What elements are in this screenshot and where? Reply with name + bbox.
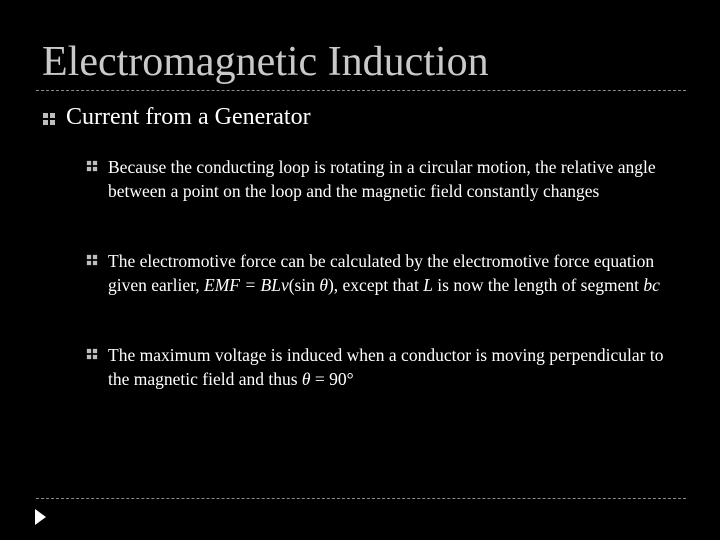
next-slide-arrow-icon[interactable] <box>33 507 47 532</box>
bullet-text-2 <box>108 249 678 297</box>
theta-symbol: θ <box>301 369 311 389</box>
slide-title: Electromagnetic Induction <box>42 39 489 85</box>
theta-symbol: θ <box>319 275 328 295</box>
bullet-text-1: Because the conducting loop is rotating in a circular motion, the relative angle between a point on the loop and the magnetic field constantly changes <box>108 157 656 201</box>
segment-label: bc <box>643 275 660 295</box>
text-segment: ), except that <box>327 275 424 295</box>
text-segment: The electromotive force can be calculated by the electromotive force equation given earlier, <box>108 251 655 295</box>
bullet-icon <box>86 254 98 266</box>
emf-formula: EMF = BLv <box>204 275 289 295</box>
footer-divider <box>36 498 686 499</box>
bullet-text-3 <box>108 343 678 391</box>
bullet-icon <box>42 112 56 126</box>
text-segment: The maximum voltage is induced when a conductor is moving perpendicular to the magnetic field and thus <box>108 345 664 389</box>
length-variable: L <box>423 275 433 295</box>
text-segment: (sin <box>288 275 320 295</box>
text-segment: is now the length of segment <box>432 275 644 295</box>
title-divider <box>36 90 686 91</box>
bullet-icon <box>86 160 98 172</box>
bullet-icon <box>86 348 98 360</box>
text-segment: = 90° <box>310 369 354 389</box>
section-heading: Current from a Generator <box>66 104 311 130</box>
